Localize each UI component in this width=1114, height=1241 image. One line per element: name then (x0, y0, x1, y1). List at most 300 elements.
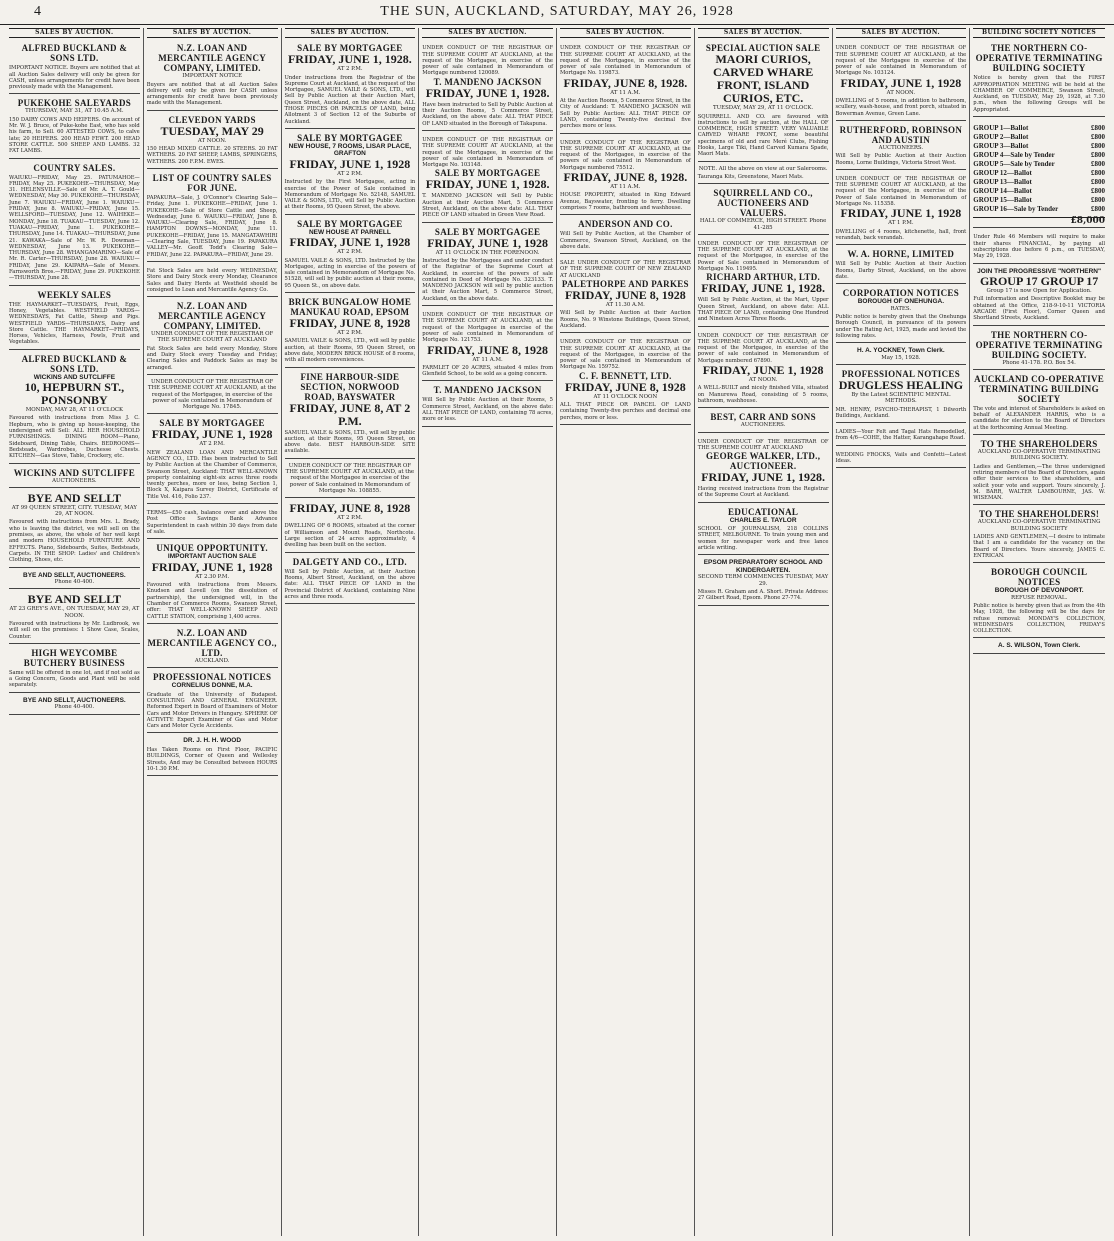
ad-body-text: Buyers are notified that at all Auction Sales delivery will only be given for CASH unless arrangements for credit have been previously made with the Management. (146, 81, 278, 107)
ad-small-caps: Phone 40-400. (54, 704, 95, 711)
ad-time: AT 11 A.M. (610, 89, 641, 96)
ad-date-heading: FRIDAY, JUNE 1, 1928 (840, 75, 962, 90)
ad-small-caps: AUCTIONEERS. (878, 144, 924, 151)
group-amount: £800 (1091, 151, 1105, 160)
advertisement (836, 448, 967, 469)
ad-date-heading: FRIDAY, JUNE 1, 1928 (151, 427, 273, 442)
ad-date-heading: MAORI CURIOS, CARVED WHARE FRONT, ISLAND CURIOS, ETC. (712, 52, 814, 106)
ad-body-text: 150 HEAD MIXED CATTLE. 20 STEERS. 20 FAT WETHERS. 20 FAT SHEEP, LAMBS, SPRINGERS, WETHERS. 200 F.P.M. EWES. (146, 146, 278, 165)
ad-date-heading: BYE AND SELLT (27, 490, 122, 505)
ad-headline: RICHARD ARTHUR, LTD. (706, 272, 821, 283)
ad-body-text: SCHOOL OF JOURNALISM, 218 COLLINS STREET, MELBOURNE. To train young men and women for newspaper work and free lance article writing. (697, 526, 829, 552)
column-header: SALES BY AUCTION. (9, 28, 140, 38)
column-header: SALES BY AUCTION. (147, 28, 278, 38)
ad-date-heading: FRIDAY, JUNE 1, 1928. (701, 281, 826, 296)
group-amount: £800 (1091, 178, 1105, 187)
masthead (0, 0, 1114, 25)
ad-body-text: SAMUEL VAILE & SONS, LTD., will sell by public auction, at their Rooms, 95 Queen Street, on above date. BEST HARBOUR-SIDE SITE available. (284, 429, 416, 455)
advertisement (973, 328, 1105, 370)
ad-headline: PALETHORPE AND PARKES (561, 279, 689, 290)
ad-headline: WEEKLY SALES (37, 289, 112, 300)
advertisement (9, 490, 140, 568)
ad-headline: HIGH WEYCOMBE BUTCHERY BUSINESS (23, 647, 125, 668)
advertisement (836, 123, 967, 170)
newspaper-title: THE SUN, AUCKLAND, SATURDAY, MAY 26, 1928 (380, 4, 734, 19)
advertisement (422, 383, 553, 426)
ad-date-heading: FRIDAY, JUNE 1, 1928 (840, 206, 962, 221)
ad-headline: GEORGE WALKER, LTD., AUCTIONEER. (705, 451, 821, 472)
column-4 (419, 28, 557, 1236)
advertisement (973, 565, 1105, 638)
ad-headline: DALGETY AND CO., LTD. (292, 556, 407, 567)
ad-body-text: LADIES AND GENTLEMEN,—I desire to intimate that I am a candidate for the vacancy on the Board of Directors. Yours sincerely, JAMES C. ENTRICAN. (973, 534, 1105, 559)
advertisement (973, 41, 1105, 117)
ad-preamble: UNDER CONDUCT OF THE REGISTRAR OF THE SUPREME COURT AT AUCKLAND, at the request of the Mortgagee in exercise of the power of sale contained in Memorandum of Mortgage No. 103124. (835, 45, 967, 77)
advertisement (698, 410, 829, 432)
ad-headline: SPECIAL AUCTION SALE (705, 43, 821, 54)
ad-small-caps: AT 2 P.M. (337, 249, 363, 256)
advertisement (422, 308, 553, 381)
ad-small-caps: RATES. (890, 305, 912, 312)
ad-body-text: SQUIRRELL AND CO. are favoured with instructions to sell by auction, at the HALL OF COMMERCE, HIGH STREET: VERY VALUABLE CARVED WHARE FRONT, some beautiful specimens of old and rare Meré Clubs, Fishing Hooks, Large Tiki, Hand Carved Kumara Spade, Maori Mats. (697, 113, 829, 158)
ad-body-text: Notice is hereby given that the FIRST APPROPRIATION MEETING will be held at the CHAMBER OF COMMERCE, Swanson Street, Auckland, on TUESDAY, May 29, 1928, at 7.30 p.m., when the following Groups will be Appropriated. (973, 75, 1105, 113)
ad-headline: N.Z. LOAN AND MERCANTILE AGENCY COMPANY, LIMITED. (158, 301, 267, 332)
ad-headline: EDUCATIONAL (728, 506, 799, 517)
ad-body-text: DWELLING of 4 rooms, kitchenette, hall, front verandah, back verandah. (835, 228, 967, 241)
ad-date-heading: 10, HEPBURN ST., PONSONBY (24, 380, 125, 408)
ad-preamble: UNDER CONDUCT OF THE REGISTRAR OF THE SUPREME COURT AT AUCKLAND, at the request of the Mortgagee, in exercise of the power of sale contained in Memorandum of Mortgage numbered 67890. (697, 332, 829, 364)
advertisement (285, 41, 416, 129)
ad-headline: SALE BY MORTGAGEE (434, 226, 541, 237)
advertisement (9, 695, 140, 715)
column-5 (557, 28, 695, 1236)
ad-date-heading: FRIDAY, JUNE 1, 1928 (289, 235, 411, 250)
advertisement (973, 640, 1105, 654)
ad-headline: SALE BY MORTGAGEE (297, 218, 403, 229)
ad-subheadline: A. S. WILSON, Town Clerk. (998, 642, 1081, 650)
column-8 (970, 28, 1108, 1236)
advertisement (9, 352, 140, 464)
group-amount: £800 (1091, 160, 1105, 169)
ad-body-text: NEW ZEALAND LOAN AND MERCANTILE AGENCY CO., LTD. Has been instructed to Sell by Public Auction at the Chamber of Commerce, Swanson Street, Auckland: THAT WELL-KNOWN property containing eight-six acres three roods twenty perches, more or less, being Section 1, Block X, Kaipara Survey District, Certificate of Title Vol. 416, Folio 237. (146, 449, 278, 500)
ad-small-caps: By the Latest SCIENTIFIC MENTAL METHODS. (851, 391, 951, 405)
ad-headline: PROFESSIONAL NOTICES (841, 368, 961, 379)
group-row (973, 133, 1105, 142)
ad-body-text: Public notice is hereby given that as from the 4th May, 1928, the following will be the days for refuse removal: MONDAY'S COLLECTION, WEDNESDAYS COLLECTION, FRIDAY'S COLLECTION. (973, 602, 1105, 635)
ad-time: AT NOON. (748, 377, 778, 384)
ad-headline: SALE BY MORTGAGEE (434, 168, 541, 179)
advertisement (147, 171, 278, 262)
ad-body-text: Will Sell by Public Auction, at the Chamber of Commerce, Swanson Street, Auckland, on the above date. (560, 231, 691, 250)
ad-body-text: Fat Stock Sales are held every Monday, Store and Dairy Stock every Tuesday and Friday; Clearing Sales and Paddock Sales as may be arranged. (146, 345, 278, 371)
column-header: SALES BY AUCTION. (698, 28, 829, 38)
ad-body-text: T. MANDENO JACKSON will Sell by Public Auction at their Auction Mart, 5 Commerce Street, Auckland, on the above date: ALL THAT PIECE OF LAND situated in Green View Road. (422, 193, 553, 219)
advertisement (147, 299, 278, 375)
ad-subheadline: EPSOM PREPARATORY SCHOOL AND KINDERGARTEN. (703, 559, 823, 574)
group-amount: £800 (1091, 169, 1105, 178)
ad-date-heading: FRIDAY, JUNE 8, AT 2 P.M. (289, 400, 411, 428)
group-row (973, 187, 1105, 196)
ad-preamble: UNDER CONDUCT OF THE REGISTRAR OF THE SUPREME COURT AT AUCKLAND, at the request of the Mortgagee, in exercise of the power of sale contained in Memorandum of Mortgage No. 103148. (422, 136, 553, 169)
group-row (973, 196, 1105, 205)
ad-date-heading: FRIDAY, JUNE 8, 1928. (563, 170, 688, 185)
group-row (973, 151, 1105, 160)
ad-subheadline: CHARLES E. TAYLOR (729, 516, 797, 524)
group-amount: £800 (1091, 124, 1105, 133)
ad-body-text: Favoured with instructions by Mr. Ludbrook, we will sell on the premises: 1 Show Case, Scales, Counter. (9, 620, 140, 640)
ad-body-text: PAPAKURA—Sale, J. O'Connor's Clearing Sale—Friday, June 1. PUKEKOHE—FRIDAY, June 1. PUKEKOHE—Sale of Store Cattle and Sheep, Wednesday, June 6. WAIUKU—FRIDAY, June 8. WAIUKU—Clearing Sale, FRIDAY, June 8. HAMPTON DOWNS—MONDAY, June 11. PUKEKOHE—FRIDAY, June 15. MANGATAWHIRI—Clearing Sale, TUESDAY, June 19. PAPAKURA VALLEY—Mr. Geoff. Todd's Clearing Sale—FRIDAY, June 22. PAPAKURA—FRIDAY, June 29. (146, 194, 278, 258)
ad-headline: LIST OF COUNTRY SALES FOR JUNE. (152, 172, 272, 193)
ad-small-caps: AUCTIONEERS. (52, 477, 97, 484)
ad-date-heading: GROUP 17 GROUP 17 (979, 274, 1099, 289)
ad-body-text: Graduate of the University of Budapest. CONSULTING AND GENERAL ENGINEER. Reformed Expert in Board of Examiners of Motor Cars and Motor Drivers in Hungary. SPHERE OF ACTIVITY: Expert Examiner of Gas and Motor Cars and Motor Cycle Accidents. (146, 691, 278, 730)
ad-small-caps: AT 2 P.M. (337, 66, 363, 73)
ad-body-text: SAMUEL VAILE & SONS, LTD. Instructed by the Mortgagee, acting in exercise of the powers of sale contained in Memorandum of Mortgage No. 51528, will sell by public auction at their rooms, 95 Queen St., on above date. (284, 257, 416, 289)
ad-time: AT NOON. (886, 89, 916, 96)
ad-preamble: UNDER CONDUCT OF THE REGISTRAR OF THE SUPREME COURT AT AUCKLAND, at the request of the Mortgagee, in exercise of the Power of Sale contained in Memorandum of Mortgage No. 115358. (835, 175, 967, 208)
ad-preamble: UNDER CONDUCT OF THE REGISTRAR OF THE SUPREME COURT AT AUCKLAND (697, 438, 829, 451)
advertisement (698, 164, 829, 185)
ad-body-text: DWELLING of 5 rooms, in addition to bathroom, scullery, wash-house, and front porch, situated in Bowerman Avenue, Green Lane. (835, 98, 967, 117)
advertisement (836, 286, 967, 343)
column-header: BUILDING SOCIETY NOTICES (973, 28, 1105, 38)
group-label: GROUP 5—Sale by Tender (973, 160, 1055, 169)
ad-small-caps: UNDER CONDUCT OF THE REGISTRAR OF THE SUPREME COURT AT AUCKLAND, at the request of the Mortgagee, in exercise of the power of sale contained in Memorandum of Mortgage No. 17845. (147, 378, 277, 411)
ad-small-caps: AT 2.30 P.M. (195, 573, 230, 580)
ad-small-caps: AT 2 P.M. (337, 170, 363, 177)
ad-small-caps: UNDER CONDUCT OF THE REGISTRAR OF THE SUPREME COURT AT AUCKLAND, at the request of the Mortgagee in exercise of the power of Sale contained in Memorandum of Mortgage No. 108855. (285, 462, 415, 494)
group-label: GROUP 2—Ballot (973, 133, 1029, 142)
advertisement (836, 425, 967, 446)
advertisement (836, 247, 967, 284)
ad-date-heading: FRIDAY, JUNE 1, 1928. (701, 470, 826, 485)
column-header: SALES BY AUCTION. (285, 28, 416, 38)
ad-body-text: Same will be offered in one lot, and if not sold as a Going Concern, Goods and Plant will be sold separately. (9, 669, 140, 689)
ad-date-heading: TUESDAY, MAY 29 (160, 123, 264, 138)
group-row (973, 160, 1105, 169)
ad-preamble: UNDER CONDUCT OF THE REGISTRAR OF THE SUPREME COURT AT AUCKLAND, at the request of the Mortgagee, in exercise of the power of sale contained in Memorandum of Mortgage No. 159752. (560, 339, 691, 371)
group-row (973, 142, 1105, 151)
ad-small-caps: Phone 41-178. P.O. Box 54. (1002, 359, 1076, 366)
ad-small-caps: Group 17 is now Open for Application. (986, 288, 1092, 295)
ad-small-caps: AUCKLAND CO-OPERATIVE TERMINATING BUILDING SOCIETY. (977, 449, 1101, 462)
ad-small-caps: Phone 40-400. (54, 579, 95, 586)
ad-body-text: Having received instructions from the Registrar of the Supreme Court at Auckland. (697, 486, 829, 499)
ad-headline: SALE BY MORTGAGEE (297, 132, 403, 143)
ad-subheadline: NEW HOUSE AT PARNELL (308, 228, 391, 236)
ad-headline: AUCKLAND CO-OPERATIVE TERMINATING BUILDING SOCIETY (974, 373, 1105, 404)
column-header: SALES BY AUCTION. (560, 28, 691, 38)
advertisement (147, 377, 278, 414)
group-list (973, 124, 1105, 214)
advertisement (422, 225, 553, 306)
ad-headline: T. MANDENO JACKSON (433, 76, 542, 87)
ad-time: AT 11 A.M. (610, 184, 641, 191)
group-row (973, 169, 1105, 178)
ad-date-heading: FRIDAY, JUNE 1, 1928 (289, 156, 411, 171)
advertisement (285, 500, 416, 552)
ad-date-heading: FRIDAY, JUNE 8, 1928 (564, 379, 686, 394)
advertisement (9, 646, 140, 693)
ad-small-caps: TUESDAY, MAY 29, AT 11 O'CLOCK. (713, 105, 814, 112)
group-label: GROUP 12—Ballot (973, 169, 1032, 178)
ad-small-caps: AT 99 QUEEN STREET, CITY. TUESDAY, MAY 29, AT NOON. (11, 504, 137, 518)
column-7 (833, 28, 971, 1236)
ad-headline: BOROUGH COUNCIL NOTICES (990, 567, 1088, 588)
ad-body-text: HOUSE PROPERTY, situated in King Edward Avenue, Bayswater, fronting to ferry. Dwelling comprises 7 rooms, bathroom and washhouse. (560, 192, 691, 211)
advertisement (836, 172, 967, 245)
ad-body-text: At the Auction Rooms, 5 Commerce Street, in the City of Auckland: T. MANDENO JACKSON will Sell by Public Auction: ALL THAT PIECE OF LAND, containing Twenty-five decimal five perches more or less. (560, 98, 691, 130)
ad-headline: TO THE SHAREHOLDERS (980, 439, 1098, 450)
ad-body-text: Favoured with instructions from Mrs. L. Brady, who is leaving the district, we will sell on the premises, as above, the whole of her well kept and modern HOUSEHOLD FURNITURE AND EFFECTS. Piano, Sideboards, Suites, Bedsteads, Carpets. IN THE SHOP: Ladies' and Children's Clothing, Shoes, etc. (9, 519, 140, 564)
group-amount: £800 (1091, 205, 1105, 214)
ad-headline: UNIQUE OPPORTUNITY. (156, 543, 268, 554)
ad-headline: THE NORTHERN CO-OPERATIVE TERMINATING BUILDING SOCIETY. (975, 329, 1103, 360)
ad-subheadline: DR. J. H. H. WOOD (183, 737, 242, 745)
advertisement (9, 466, 140, 488)
ad-preamble: UNDER CONDUCT OF THE REGISTRAR OF THE SUPREME COURT AT AUCKLAND, at the request of the Mortgagee in exercise of the power of sale contained in Memorandum of Mortgage No. 121753. (422, 312, 553, 344)
advertisement (698, 329, 829, 409)
ad-date-heading: FRIDAY, JUNE 8, 1928 (564, 288, 686, 303)
ad-body-text: Instructed by the First Mortgagee, acting in exercise of the Power of Sale contained in Memorandum of Mortgage No. 52148, SAMUEL VAILE & SONS, LTD., will Sell by Public Auction at their Rooms, 95 Queen Street, the above. (284, 179, 416, 211)
advertisement (560, 217, 691, 254)
ad-headline: W. A. HORNE, LIMITED (847, 249, 955, 260)
advertisement (147, 416, 278, 504)
ad-headline: CLEVEDON YARDS (168, 114, 256, 125)
ad-headline: PROFESSIONAL NOTICES (152, 672, 272, 683)
advertisement (147, 41, 278, 110)
ad-date-heading: FRIDAY, JUNE 1, 1928. (287, 52, 412, 67)
ad-body-text: FARMLET OF 20 ACRES, situated 4 miles from Glenfield School, to be sold as a going concern. (422, 364, 553, 378)
group-amount: £800 (1091, 187, 1105, 196)
ad-body-text: Favoured with instructions from Miss J. C. Hepburn, who is giving up house-keeping, the undersigned will Sell: ALL HER HOUSEHOLD FURNISHINGS. DINING ROOM—Piano, Sideboard, Dining Table, Chairs. BEDROOMS—Bedsteads, Wardrobes, Duchesse Chests. KITCHEN—Gas Stove, Table, Crockery, etc. (9, 415, 140, 460)
ad-headline: COUNTRY SALES. (33, 162, 116, 173)
ad-body-text: THE HAYMARKET—TUESDAYS, Fruit, Eggs, Honey, Vegetables. WESTFIELD YARDS—WEDNESDAYS, Fat Cattle, Sheep and Pigs. WESTFIELD YARDS—THURSDAYS, Dairy and Store Cattle. THE HAYMARKET—FRIDAYS, Horses, Vehicles, Harness, Fowls, Fruit and Vegetables. (9, 301, 140, 346)
advertisement (973, 372, 1105, 435)
group-label: GROUP 15—Ballot (973, 196, 1032, 205)
ad-subheadline: WICKINS AND SUTCLIFFE (33, 373, 116, 381)
ad-time: AT 1 P.M. (888, 220, 914, 227)
advertisement (285, 131, 416, 215)
ad-body-text: Have been instructed to Sell by Public Auction at their Auction Rooms, 5 Commerce Street, Auckland, on the above date: ALL THAT PIECE OF LAND situated in the Borough of Takapuna. (422, 101, 553, 127)
ad-small-caps: AT 23 GREY'S AVE., ON TUESDAY, MAY 29, AT NOON. (9, 606, 140, 619)
ad-body-text: TERMS—£50 cash, balance over and above the Post Office Savings Bank Advance Superintendent in cash within 30 days from date of sale. (146, 510, 278, 535)
group-row (973, 178, 1105, 187)
advertisement (836, 367, 967, 423)
ad-headline: RUTHERFORD, ROBINSON AND AUSTIN (839, 124, 963, 145)
advertisement (973, 230, 1105, 263)
group-row (973, 205, 1105, 214)
advertisement (422, 41, 553, 131)
ad-date-heading: FRIDAY, JUNE 8, 1928 (289, 316, 411, 331)
advertisement (560, 136, 691, 216)
advertisement (836, 345, 967, 365)
ad-body-text: A WELL-BUILT and nicely finished Villa, situated on Manurewa Road, consisting of 5 rooms, bathroom, washhouse. (697, 385, 829, 404)
column-3 (282, 28, 420, 1236)
ad-body-text: Instructed by the Mortgagees and under conduct of the Registrar of the Supreme Court at Auckland, in exercise of the powers of sale contained in Deed of Mortgage No. 323133. T. MANDENO JACKSON will sell by public auction at their Auction Mart, 5 Commerce Street, Auckland, on the above date. (422, 257, 553, 302)
column-2 (144, 28, 282, 1236)
ad-preamble: UNDER CONDUCT OF THE REGISTRAR OF THE SUPREME COURT AT AUCKLAND, at the request of the Mortgagee, in exercise of the power of sale contained in Memorandum of Mortgage numbered 120089. (422, 45, 553, 77)
ad-date-heading: FRIDAY, JUNE 8, 1928 (427, 342, 549, 357)
ad-preamble: SALE UNDER CONDUCT OF THE REGISTRAR OF THE SUPREME COURT OF NEW ZEALAND AT AUCKLAND (560, 260, 691, 279)
advertisement (285, 461, 416, 498)
ad-date-heading: DRUGLESS HEALING (838, 377, 964, 392)
advertisement (9, 591, 140, 643)
ad-time: AT 11.30 A.M. (605, 302, 645, 309)
ad-body-text: Will Sell by Public Auction, at the Mart, Upper Queen Street, Auckland, on above date: ALL THAT PIECE OF LAND, containing One Hundred and Nineteen Acres Three Roods. (697, 297, 829, 323)
ad-small-caps: AUCTIONEERS. (740, 422, 786, 429)
ad-date-heading: FRIDAY, JUNE 8, 1928 (289, 501, 411, 516)
ad-small-caps: May 15, 1928. (881, 354, 921, 361)
ad-date-heading: FRIDAY, JUNE 8, 1928. (563, 75, 688, 90)
ad-headline: THE NORTHERN CO-OPERATIVE TERMINATING BUILDING SOCIETY (975, 43, 1103, 74)
ad-preamble: UNDER CONDUCT OF THE REGISTRAR OF THE SUPREME COURT AT AUCKLAND, at the request of the Mortgagee, in exercise of the power of sale contained in Memorandum of Mortgage No. 119873. (560, 45, 691, 77)
column-header: SALES BY AUCTION. (422, 28, 553, 38)
advertisement (973, 507, 1105, 563)
ad-body-text: WAIUKU—FRIDAY, May 25. PATUMAHOE—FRIDAY, May 25. PUKEKOHE—THURSDAY, May 31. HELENSVILLE—Sale of Mr. A. T. Gould—WEDNESDAY, May 30. PUKEKOHE—THURSDAY, June 7. WAIUKU—FRIDAY, June 1. WAIUKU—FRIDAY, June 8. WAIUKU—FRIDAY, June 15. WELLSFORD—TUESDAY, June 12. WAIHEKE—MONDAY, June 18. TUAKAU—TUESDAY, June 12. TUAKAU—FRIDAY, June 1. PUKEKOHE—THURSDAY, June 14. TUAKAU—THURSDAY, June 21. KAWAKA—Sale of Mr. W. R. Dowman—WEDNESDAY, June 13. PUKEKOHE—THURSDAY, June 28. WHANGAMARINO—Sale of Mr. R. Carter—THURSDAY, June 28. WAIUKU—FRIDAY, June 29. KAIPARA—Sale of Messrs. Farnsworth Bros.—FRIDAY, June 29. PUKEKOHE—THURSDAY, June 28. (9, 174, 140, 282)
ad-subheadline: BOROUGH OF ONEHUNGA. (857, 298, 945, 306)
ad-headline: ALFRED BUCKLAND & SONS LTD. (21, 353, 128, 374)
ad-small-caps: AT 2 P.M. (199, 441, 225, 448)
column-1 (6, 28, 144, 1236)
ad-small-caps: AUCKLAND CO-OPERATIVE TERMINATING BUILDING SOCIETY (977, 519, 1101, 532)
ad-body-text: 150 DAIRY COWS AND HEIFERS. On account of Mr. W. J. Bruce, of Puke-kohe East, who has sold his farm, to Sell. 60 ATTESTED COWS, to calve late; 20 HEIFERS. 200 HEAD FEWT. 200 HEAD STORE CATTLE. 500 SHEEP AND LAMBS. 32 FAT LAMBS. (9, 116, 140, 155)
advertisement (973, 437, 1105, 505)
advertisement (147, 626, 278, 668)
ad-body-text: Misses R. Graham and A. Short. Private Address: 27 Gilbert Road, Epsom. Phone 27-774. (697, 588, 829, 602)
ad-subheadline: JOIN THE PROGRESSIVE "NORTHERN" (977, 267, 1102, 275)
advertisement (560, 41, 691, 133)
ad-small-caps: AUCKLAND. (194, 657, 230, 664)
advertisement (147, 506, 278, 539)
advertisement (973, 119, 1105, 228)
group-amount: £800 (1091, 142, 1105, 151)
group-row (973, 124, 1105, 133)
ad-small-caps: IMPORTANT NOTICE (182, 73, 243, 80)
ad-body-text: LADIES—Your Felt and Tagal Hats Remodelled, from 4/6—COHE, the Hatter, Karangahape Road. (835, 429, 967, 442)
ad-body-text: Full information and Descriptive Booklet may be obtained at the Office, 218-9-10-11 VICTORIA ARCADE (First Floor), Corner Queen and Shortland Streets, Auckland. (973, 296, 1105, 322)
ad-headline: PUKEKOHE SALEYARDS (17, 98, 132, 109)
advertisement (285, 370, 416, 459)
ad-small-caps: MONDAY, MAY 28, AT 11 O'CLOCK (25, 407, 124, 414)
ad-time: AT 11 O'CLOCK NOON (593, 393, 658, 400)
ad-body-text: Will Sell by Public Auction at their Auction Rooms, No. 9 Winstone Buildings, Queen Street, Auckland. (560, 310, 691, 329)
advertisement (560, 335, 691, 425)
advertisement (9, 96, 140, 158)
ad-body-text: Under Rule 46 Members will require to make their shares FINANCIAL, by paying all subscriptions due before 6 p.m., on TUESDAY, May 29, 1928. (973, 234, 1105, 260)
ad-headline: WICKINS AND SUTCLIFFE (13, 467, 136, 478)
ad-date-heading: FRIDAY, JUNE 1, 1928 (427, 235, 549, 250)
ad-body-text: Under instructions from the Registrar of the Supreme Court at Auckland, at the request of the Mortgagee, SAMUEL VAILE & SONS, LTD., will Sell by Public Auction at their Auction Mart, Queen Street, Auckland, on the above date, ALL THOSE PIECES OR PARCELS OF LAND, being Allotment 3 of Section 12 of the Suburbs of Auckland. (284, 74, 416, 125)
ad-small-caps: UNDER CONDUCT OF THE REGISTRAR OF THE SUPREME COURT AT AUCKLAND (150, 331, 274, 344)
ad-headline: C. F. BENNETT, LTD. (579, 370, 672, 381)
ad-body-text: ALL THAT PIECE OR PARCEL OF LAND containing Twenty-five perches and decimal one perches, more or less. (560, 401, 691, 421)
column-6 (695, 28, 833, 1236)
advertisement (147, 541, 278, 624)
group-label: GROUP 1—Ballot (973, 124, 1029, 133)
ad-body-text: Ladies and Gentlemen,—The three undersigned retiring members of the Board of Directors, again offer their services to the shareholders, and solicit your vote and support. Yours sincerely, J. M. BARR, WALTER LAMBOURNE, JAS. W. WISEMAN. (973, 463, 1105, 502)
advertisement (147, 113, 278, 169)
ad-body-text: Tauranga Kits, Greenstone, Maori Mats. (697, 173, 804, 180)
ad-headline: CORPORATION NOTICES (842, 288, 960, 299)
ad-subheadline: NEW HOUSE, 7 ROOMS, LISAR PLACE, GRAFTON (288, 142, 412, 158)
ad-small-caps: AT 11 O'CLOCK IN THE FORENOON. (435, 249, 540, 256)
ad-headline: SALE BY MORTGAGEE (297, 43, 403, 54)
ad-subheadline: CORNELIUS DONNE, M.A. (171, 682, 253, 690)
ad-body-text: DWELLING OF 6 ROOMS, situated at the corner of Williamson and Mount Roads, Northcote. Large section of 24 acres approximately, 4 dwelling has been built on the section. (284, 523, 416, 549)
ad-body-text: Will Sell by Public Auction at their Auction Rooms, Lorne Buildings, Victoria Street West. (835, 153, 967, 166)
advertisement (147, 264, 278, 297)
group-amount: £800 (1091, 133, 1105, 142)
ad-headline: N.Z. LOAN AND MERCANTILE AGENCY COMPANY, LIMITED. (158, 43, 267, 74)
ad-body-text: WEDDING FROCKS, Vails and Confetti—Latest Ideas. (835, 451, 967, 464)
advertisement (422, 133, 553, 223)
ad-small-caps: AT 2 P.M. (337, 515, 363, 522)
ad-body-text: Will Sell by Public Auction at their Rooms, 5 Commerce Street, Auckland, on the above date: ALL THAT PIECE OF LAND, containing 78 acres, more or less. (422, 397, 553, 423)
group-label: GROUP 4—Sale by Tender (973, 151, 1055, 160)
group-label: GROUP 16—Sale by Tender (973, 205, 1059, 214)
ad-body-text: Will Sell by Public Auction at their Auction Rooms, Darby Street, Auckland, on the above date. (835, 261, 967, 280)
ad-small-caps: AT NOON. (197, 137, 227, 144)
ad-body-text: Has Taken Rooms on First Floor, PACIFIC BUILDINGS, Corner of Queen and Wellesley Streets, And may be Consulted between HOURS 10-1.30 P.M. (146, 746, 278, 772)
ad-preamble: UNDER CONDUCT OF THE REGISTRAR OF THE SUPREME COURT AT AUCKLAND, at the request of the Mortgagee, in exercise of the Power of Sale contained in Memorandum of Mortgage No. 119495. (697, 240, 829, 273)
ad-body-text: MR. HENRY, PSYCHO-THERAPIST, 1 Dilworth Buildings, Auckland. (835, 406, 967, 419)
ad-subheadline: H. A. YOCKNEY, Town Clerk. (857, 347, 945, 355)
ad-body-text: The vote and interest of Shareholders is asked on behalf of ALEXANDER HARRIS, who is a candidate for election to the Board of Directors at the forthcoming Annual Meeting. (973, 405, 1105, 431)
ad-body-text: SAMUEL VAILE & SONS, LTD., will sell by public auction, at their Rooms, 95 Queen Street, on above date, MODERN BRICK HOUSE of 8 rooms, with all modern conveniences. (284, 338, 416, 364)
advertisement (698, 505, 829, 556)
advertisement (698, 41, 829, 161)
ad-subheadline: IMPORTANT AUCTION SALE (167, 553, 257, 561)
ad-body-text: IMPORTANT NOTICE. Buyers are notified that at all Auction Sales delivery will only be given for CASH, unless arrangements for credit have been previously made with the Management. (9, 65, 140, 91)
ad-small-caps: SECOND TERM COMMENCES TUESDAY, MAY 29. (697, 574, 829, 587)
advertisement (9, 161, 140, 286)
advertisement (285, 555, 416, 604)
ad-time: AT 11 A.M. (472, 356, 503, 363)
advertisement (698, 237, 829, 327)
page-number: 4 (34, 4, 42, 19)
ad-date-heading: BYE AND SELLT (27, 592, 122, 607)
ad-headline: ANDERSON AND CO. (578, 219, 673, 230)
ad-preamble: UNDER CONDUCT OF THE REGISTRAR OF THE SUPREME COURT AT AUCKLAND, at the request of the Mortgagee, in exercise of the powers of sale contained in Memorandum of Mortgage numbered 75512. (560, 139, 691, 171)
ad-small-caps: NOTE. All the above on view at our Salerooms. (698, 165, 828, 172)
ad-headline: N.Z. LOAN AND MERCANTILE AGENCY CO., LTD. (147, 627, 277, 658)
advertisement (698, 435, 829, 503)
ad-date-heading: FRIDAY, JUNE 1, 1928 (702, 363, 824, 378)
ad-headline: BRICK BUNGALOW HOME MANUKAU ROAD, EPSOM (288, 297, 412, 318)
ad-headline: TO THE SHAREHOLDERS! (979, 509, 1100, 520)
advertisement (973, 266, 1105, 326)
ad-headline: BEST, CARR AND SONS (710, 412, 816, 423)
advertisement (9, 41, 140, 94)
ad-headline: FINE HARBOUR-SIDE SECTION, NORWOOD ROAD, BAYSWATER (300, 371, 400, 402)
group-label: GROUP 14—Ballot (973, 187, 1032, 196)
columns-container (6, 28, 1108, 1236)
ad-subheadline: BOROUGH OF DEVONPORT. (994, 587, 1084, 595)
ad-body-text: Will Sell by Public Auction, at their Auction Rooms, Albert Street, Auckland, on the above date: ALL THAT PIECE OF LAND in the Provincial District of Auckland, containing Nine acres and three roods. (284, 568, 416, 600)
advertisement (560, 256, 691, 333)
ad-headline: T. MANDENO JACKSON (433, 385, 542, 396)
ad-date-heading: FRIDAY, JUNE 1, 1928. (425, 85, 550, 100)
group-label: GROUP 13—Ballot (973, 178, 1032, 187)
ad-small-caps: THURSDAY, MAY 31, AT 10.45 A.M. (25, 108, 124, 115)
advertisement (147, 735, 278, 776)
ad-body-text: Public notice is hereby given that the Onehunga Borough Council, in pursuance of its powers under The Rating Act, 1925, made and levied the following rates. (835, 313, 967, 339)
group-amount: £800 (1091, 196, 1105, 205)
ad-small-caps: HALL OF COMMERCE, HIGH STREET. Phone 41-285 (699, 218, 827, 231)
ad-subheadline: BYE AND SELLT, AUCTIONEERS. (23, 571, 126, 579)
group-label: GROUP 3—Ballot (973, 142, 1029, 151)
